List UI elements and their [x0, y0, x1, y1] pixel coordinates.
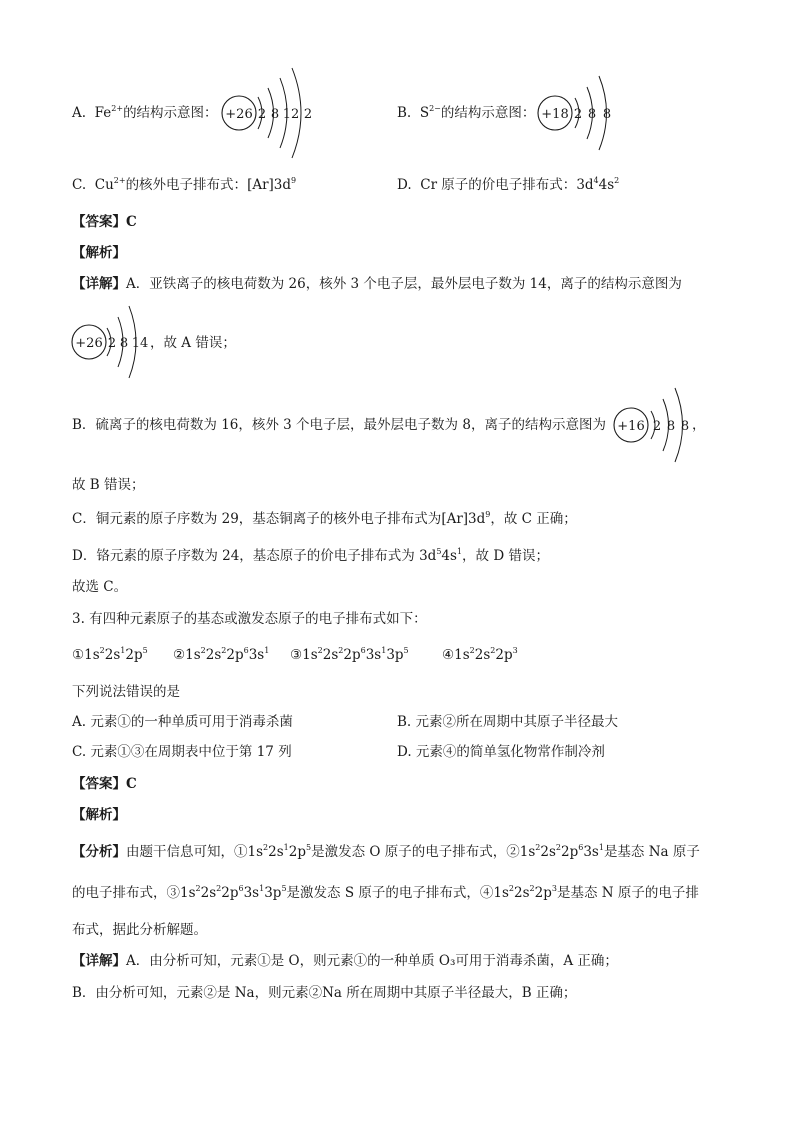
- q3-stem: 3. 有四种元素原子的基态或激发态原子的电子排布式如下：: [72, 611, 427, 627]
- shell-3-count: 12: [282, 107, 300, 122]
- q3-detail-a: 【详解】A．由分析可知，元素①是 O，则元素①的一种单质 O₃可用于消毒杀菌，A 正确；: [72, 953, 618, 969]
- q2-option-d: D. Cr 原子的价电子排布式：$3d^44s^2$: [397, 176, 620, 193]
- fe-ion-structure-diagram: [220, 66, 320, 162]
- q2-answer: 【答案】C: [72, 214, 137, 230]
- s-ion-structure-diagram: [536, 72, 620, 156]
- q3-answer: 【答案】C: [72, 776, 137, 792]
- q3-config-2: $②1s^22s^22p^63s^1$: [173, 646, 270, 663]
- nucleus-charge: +26: [225, 107, 253, 122]
- q3-config-4: $④1s^22s^22p^3$: [442, 646, 518, 663]
- q2-detail-d: D．铬元素的原子序数为 24，基态原子的价电子排布式为 $3d^54s^1$，故 D 错误；: [72, 547, 549, 564]
- fe-ion-corrected-diagram: [70, 302, 150, 384]
- q3-analysis-line-3: 布式，据此分析解题。: [72, 922, 207, 938]
- shell-2-count: 8: [270, 107, 280, 122]
- q2-analysis-heading: 【解析】: [72, 245, 126, 261]
- q2-detail-b: B．硫离子的核电荷数为 16，核外 3 个电子层，最外层电子数为 8，离子的结构示意图为: [72, 417, 606, 433]
- q3-analysis-heading: 【解析】: [72, 807, 126, 823]
- q3-option-d: D. 元素④的简单氢化物常作制冷剂: [397, 744, 605, 760]
- q3-config-3: $③1s^22s^22p^63s^13p^5$: [290, 646, 409, 663]
- shell-1-count: 2: [107, 336, 117, 351]
- q3-detail-b: B．由分析可知，元素②是 Na，则元素②Na 所在周期中其原子半径最大，B 正确；: [72, 985, 577, 1001]
- q2-option-a: A. $Fe^{2+}$的结构示意图：: [72, 104, 218, 121]
- shell-1-count: 2: [652, 419, 662, 434]
- q2-detail-a-end: ，故 A 错误；: [150, 335, 236, 351]
- q3-analysis-line-1: 【分析】由题干信息可知，$①1s^22s^12p^5$是激发态 O 原子的电子排布式，$②1s^22s^22p^63s^1$是基态 Na 原子: [72, 843, 700, 860]
- shell-1-count: 2: [257, 107, 267, 122]
- shell-3-count: 14: [131, 336, 149, 351]
- q3-option-a: A. 元素①的一种单质可用于消毒杀菌: [72, 714, 293, 730]
- shell-1-count: 2: [573, 107, 583, 122]
- q2-detail-b-line2: 故 B 错误；: [72, 477, 145, 493]
- q3-option-c: C. 元素①③在周期表中位于第 17 列: [72, 744, 292, 760]
- nucleus-charge: +18: [541, 107, 569, 122]
- shell-2-count: 8: [587, 107, 597, 122]
- s-ion-corrected-diagram: [612, 384, 694, 466]
- q2-conclusion: 故选 C。: [72, 579, 128, 595]
- q3-option-b: B. 元素②所在周期中其原子半径最大: [397, 714, 619, 730]
- shell-3-count: 8: [602, 107, 612, 122]
- nucleus-charge: +16: [617, 419, 645, 434]
- shell-2-count: 8: [666, 419, 676, 434]
- nucleus-charge: +26: [75, 336, 103, 351]
- shell-3-count: 8: [680, 419, 690, 434]
- q2-detail-c: C．铜元素的原子序数为 29，基态铜离子的核外电子排布式为$[Ar]3d^9$，故 C 正确；: [72, 510, 577, 527]
- q2-detail-a: 【详解】A．亚铁离子的核电荷数为 26，核外 3 个电子层，最外层电子数为 14，离子的结构示意图为: [72, 276, 682, 292]
- q2-detail-b-end: ，: [692, 417, 706, 433]
- shell-4-count: 2: [303, 107, 313, 122]
- q2-option-b: B. $S^{2-}$的结构示意图：: [397, 104, 536, 121]
- q2-option-c: C. $Cu^{2+}$的核外电子排布式：$[Ar]3d^9$: [72, 176, 297, 193]
- q3-analysis-line-2: 的电子排布式，$③1s^22s^22p^63s^13p^5$是激发态 S 原子的电子排布式，$④1s^22s^22p^3$是基态 N 原子的电子排: [72, 884, 699, 901]
- shell-2-count: 8: [119, 336, 129, 351]
- q3-config-1: $①1s^22s^12p^5$: [72, 646, 148, 663]
- q3-ask: 下列说法错误的是: [72, 684, 180, 700]
